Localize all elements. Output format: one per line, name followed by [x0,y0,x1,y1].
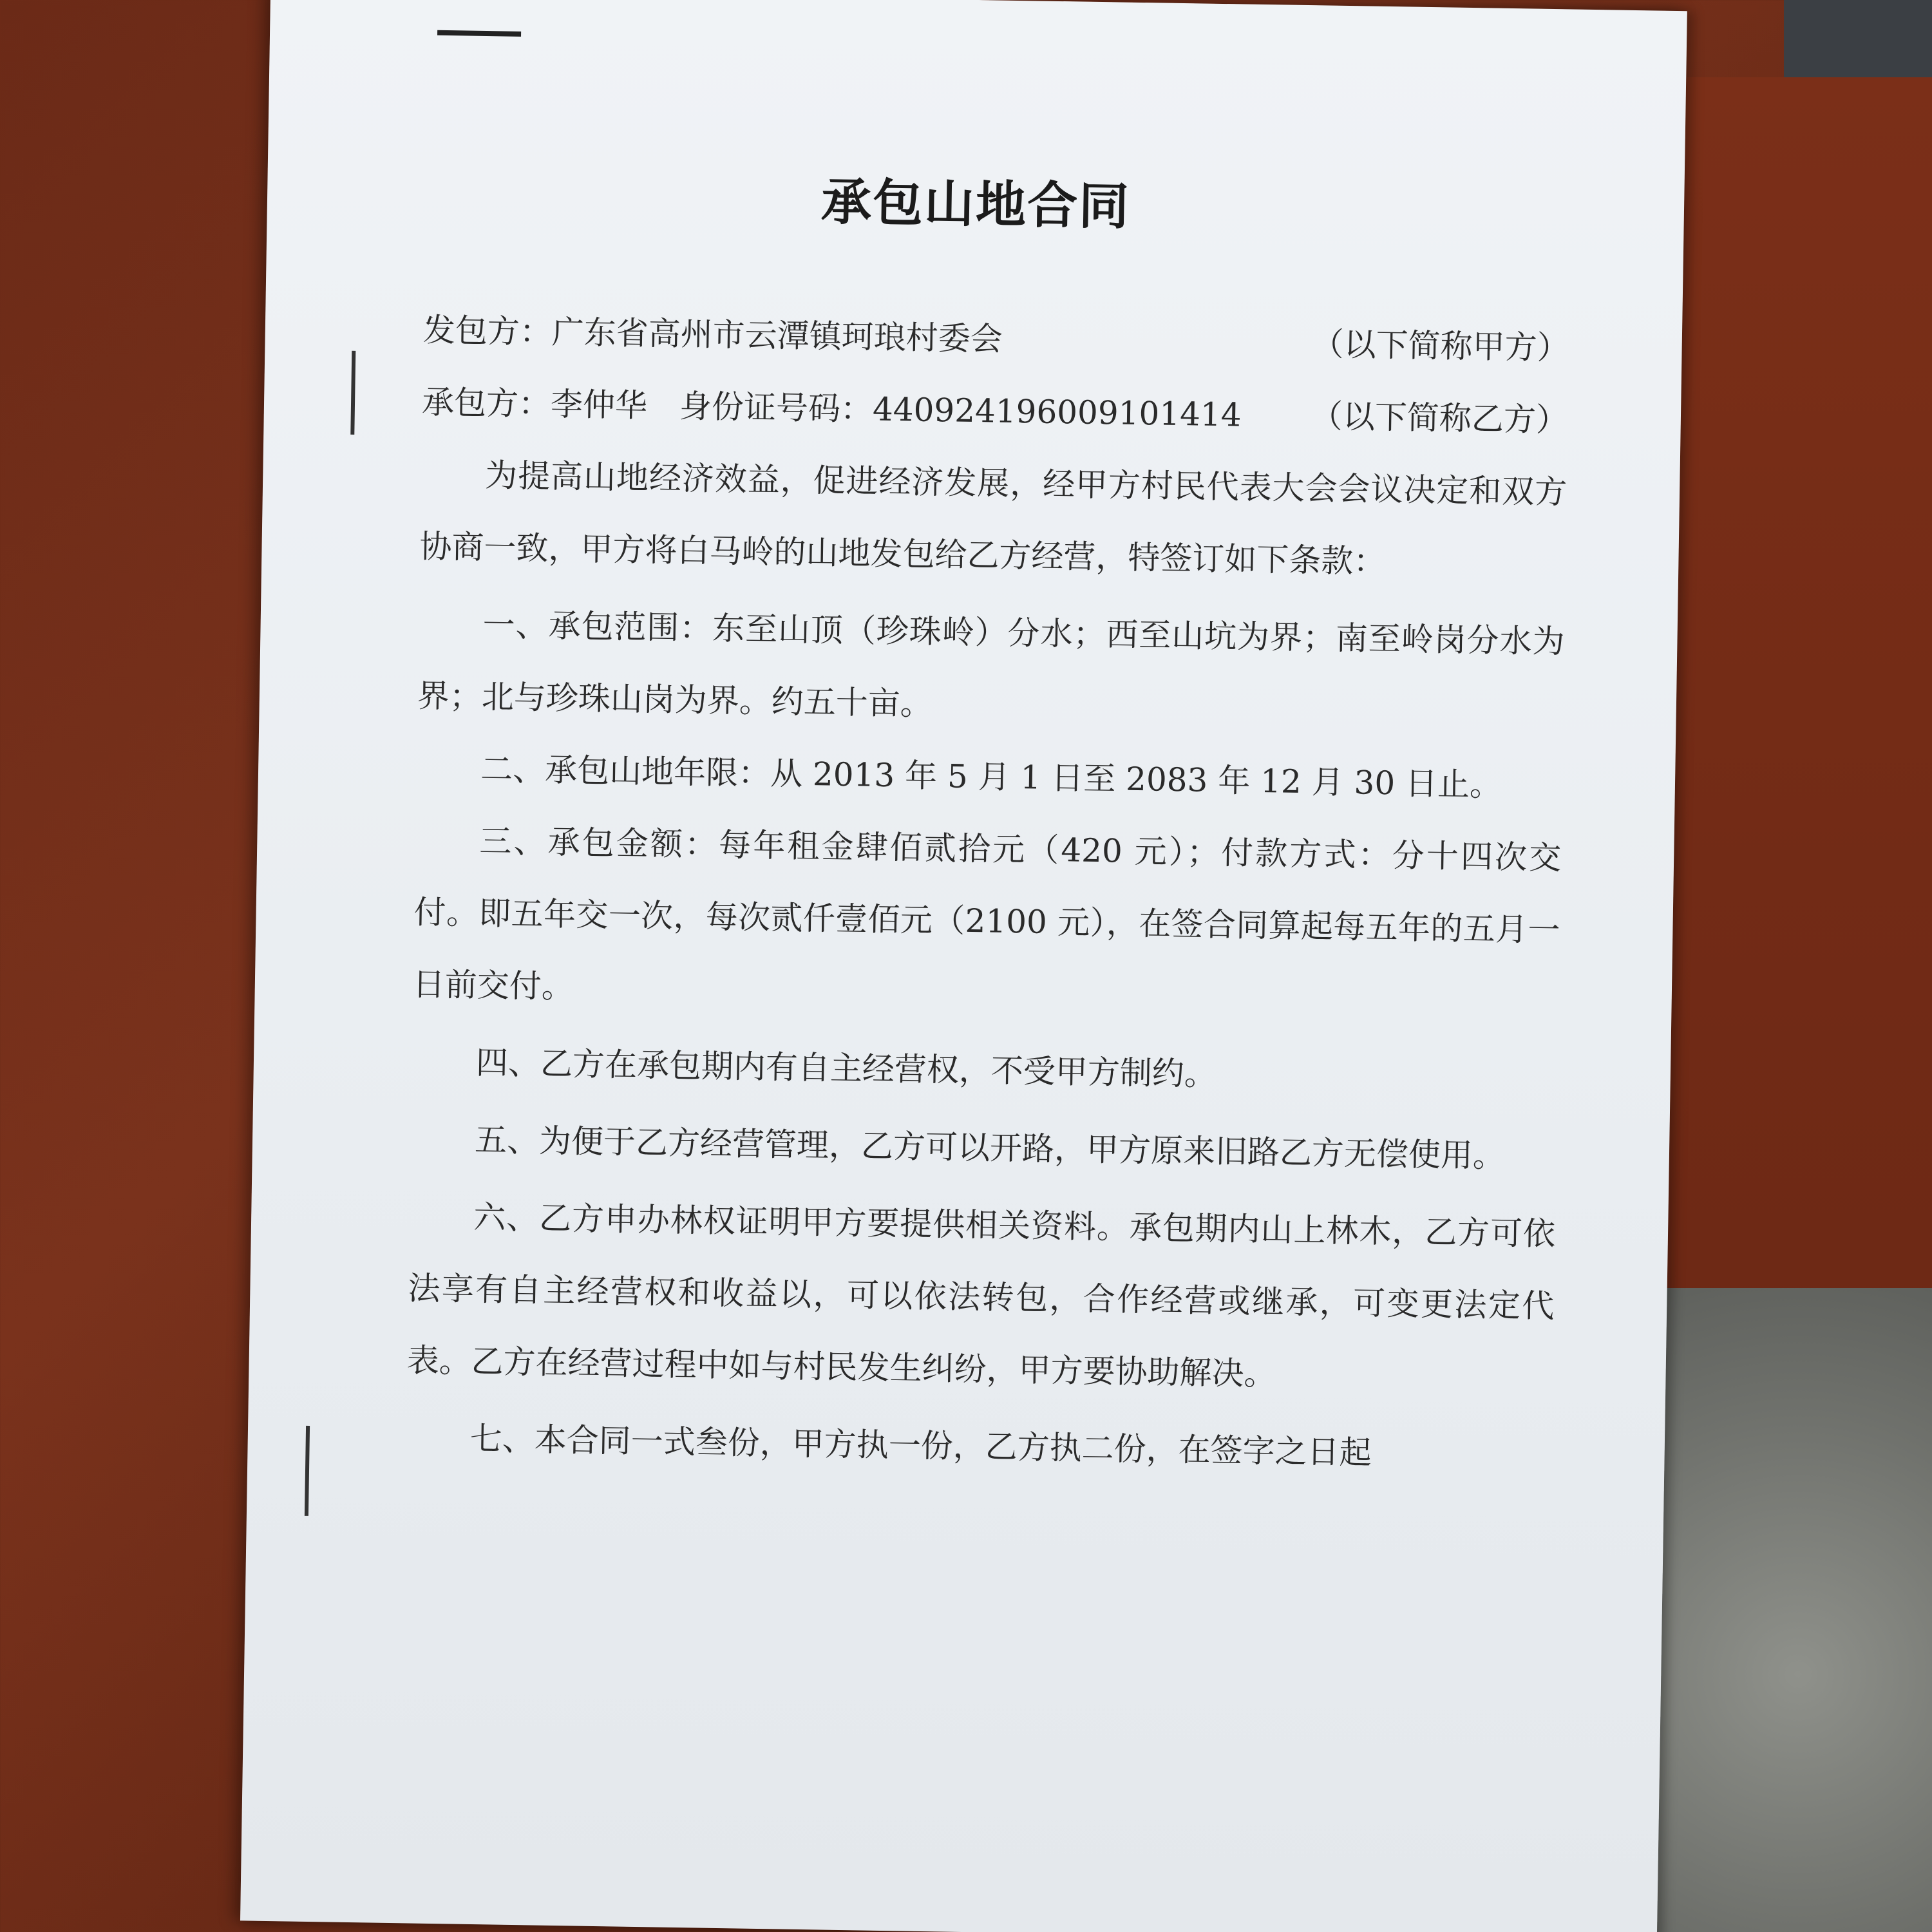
document-body [405,294,1570,1492]
issuer-text: 发包方：广东省高州市云潭镇珂琅村委会 [422,311,1003,358]
clause-1: 一、承包范围：东至山顶（珍珠岭）分水；西至山坑为界；南至岭岗分水为界；北与珍珠山岗为界。约五十亩。 [417,606,1565,723]
clause-3: 三、承包金额：每年租金肆佰贰拾元（420 元）；付款方式：分十四次交付。即五年交一次，每次贰仟壹佰元（2100 元），在签合同算起每五年的五月一日前交付。 [412,822,1562,1006]
clause-6: 六、乙方申办林权证明甲方要提供相关资料。承包期内山上林木，乙方可依法享有自主经营权和收益以，可以依法转包，合作经营或继承，可变更法定代表。乙方在经营过程中如与村民发生纠纷，甲方要协助解决。 [406,1198,1556,1393]
clause-5: 五、为便于乙方经营管理，乙方可以开路，甲方原来旧路乙方无偿使用。 [474,1121,1506,1175]
issuer-alias: （以下简称甲方） [1311,325,1570,367]
binding-mark [350,351,355,435]
contractor-alias: （以下简称乙方） [1310,397,1569,439]
contractor-text: 承包方：李仲华 身份证号码：440924196009101414 [421,383,1242,434]
clause-4: 四、乙方在承包期内有自主经营权，不受甲方制约。 [475,1043,1217,1093]
clause-2: 二、承包山地年限：从 2013 年 5 月 1 日至 2083 年 12 月 30 日止。 [480,750,1502,804]
dash-mark [437,30,521,37]
document-title: 承包山地合同 [820,173,1131,236]
binding-mark [305,1426,310,1516]
intro-paragraph: 为提高山地经济效益，促进经济发展，经甲方村民代表大会会议决定和双方协商一致，甲方将白马岭的山地发包给乙方经营，特签订如下条款： [419,457,1567,581]
clause-7: 七、本合同一式叁份，甲方执一份，乙方执二份，在签字之日起 [469,1419,1372,1472]
contract-paper [240,0,1687,1932]
